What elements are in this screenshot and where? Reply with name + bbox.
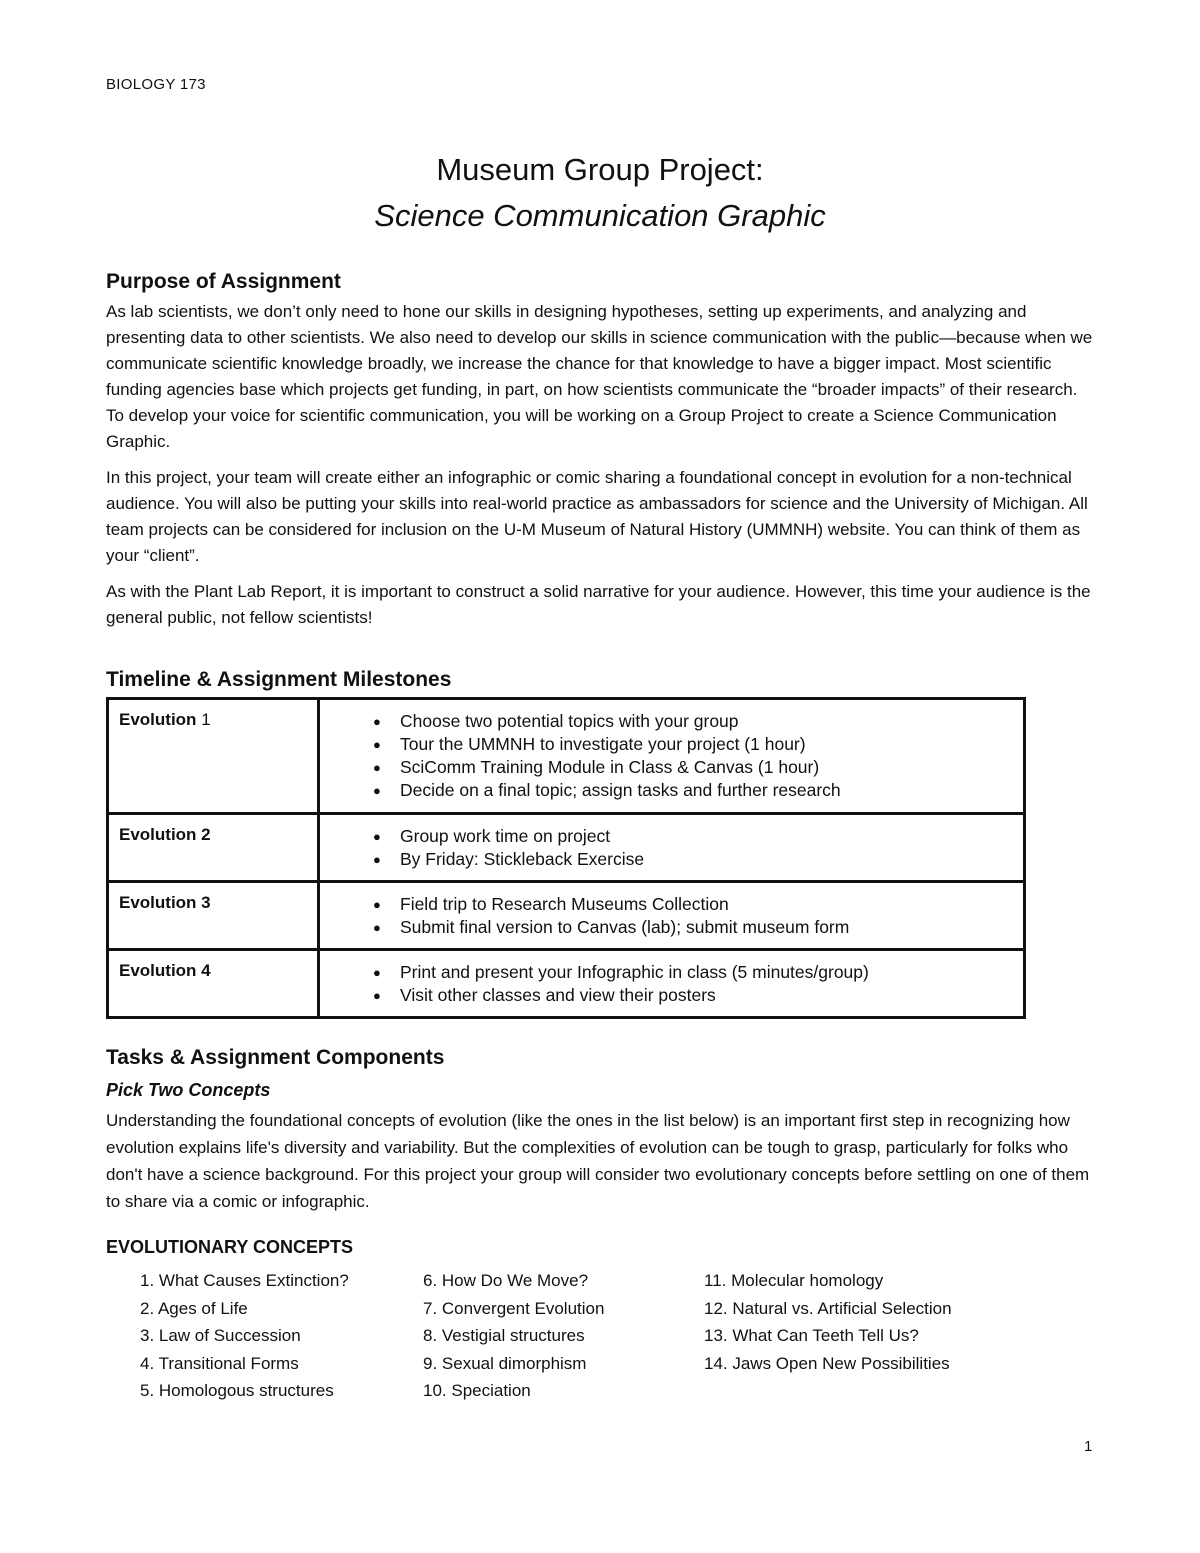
purpose-paragraph: In this project, your team will create either an infographic or comic sharing a foundational concept in evolution for a non-technical audience. You will also be putting your skills into real-world practice as ambassadors for science and the University of Michigan. All team projects can be considered for inclusion on the U-M Museum of Natural History (UMMNH) website. You can think of them as your “client”. xyxy=(106,468,1088,565)
list-item: 12. Natural vs. Artificial Selection xyxy=(704,1298,952,1318)
list-item: 13. What Can Teeth Tell Us? xyxy=(704,1326,919,1345)
list-item: 4. Transitional Forms xyxy=(140,1353,299,1373)
list-item: 14. Jaws Open New Possibilities xyxy=(704,1353,950,1373)
list-item: ● Visit other classes and view their posters xyxy=(400,984,1013,1007)
milestones-table xyxy=(106,697,1026,1019)
list-item: ● SciComm Training Module in Class & Canvas (1 hour) xyxy=(400,756,1013,779)
week-cell: Evolution 3 xyxy=(108,882,319,950)
purpose-section xyxy=(106,299,1094,641)
list-item: 11. Molecular homology xyxy=(704,1271,884,1290)
list-item: ● Print and present your Infographic in class (5 minutes/group) xyxy=(400,961,1013,984)
list-item: ● Tour the UMMNH to investigate your project (1 hour) xyxy=(400,733,1013,756)
list-item: 8. Vestigial structures xyxy=(423,1326,585,1345)
list-item: ● Choose two potential topics with your group xyxy=(400,710,1013,733)
pick-concepts-subheading: Pick Two Concepts xyxy=(106,1080,271,1100)
purpose-paragraph: As lab scientists, we don’t only need to hone our skills in designing hypotheses, setting up experiments, and analyzing and presenting data to other scientists. We also need to develop our skills in science communication with the public—because when we communicate scientific knowledge broadly, we increase the chance for that knowledge to have a bigger impact. Most scientific funding agencies base which projects get funding, in part, on how scientists communicate the “broader impacts” of their research. To develop your voice for scientific communication, you will be working on a Group Project to create a Science Communication Graphic. xyxy=(106,302,1093,451)
page-subtitle: Science Communication Graphic xyxy=(374,198,826,233)
concepts-column xyxy=(423,1267,604,1405)
week-cell: Evolution 4 xyxy=(108,950,319,1018)
list-item: ● Field trip to Research Museums Collection xyxy=(400,893,1013,916)
table-row xyxy=(108,882,1025,950)
list-item: 6. How Do We Move? xyxy=(423,1271,589,1290)
concepts-column xyxy=(140,1267,349,1405)
list-item: 1. What Causes Extinction? xyxy=(140,1271,349,1290)
purpose-heading: Purpose of Assignment xyxy=(106,270,341,293)
week-label: Evolution xyxy=(119,710,197,729)
week-cell xyxy=(108,699,319,814)
concepts-heading: EVOLUTIONARY CONCEPTS xyxy=(106,1237,354,1257)
list-item: 5. Homologous structures xyxy=(140,1381,334,1400)
list-item: 7. Convergent Evolution xyxy=(423,1298,605,1318)
page-title: Museum Group Project: xyxy=(436,152,764,187)
purpose-paragraph: As with the Plant Lab Report, it is important to construct a solid narrative for your audience. However, this time your audience is the general public, not fellow scientists! xyxy=(106,582,1091,627)
list-item: ● By Friday: Stickleback Exercise xyxy=(400,848,1013,871)
course-header: BIOLOGY 173 xyxy=(106,76,206,93)
table-row xyxy=(108,814,1025,882)
tasks-heading: Tasks & Assignment Components xyxy=(106,1046,445,1069)
list-item: ● Decide on a final topic; assign tasks and further research xyxy=(400,779,1013,802)
page-number: 1 xyxy=(1084,1438,1093,1455)
task-cell xyxy=(319,882,1025,950)
list-item: 3. Law of Succession xyxy=(140,1326,301,1345)
list-item: 10. Speciation xyxy=(423,1381,531,1400)
timeline-heading: Timeline & Assignment Milestones xyxy=(106,668,452,691)
list-item: ● Submit final version to Canvas (lab); submit museum form xyxy=(400,916,1013,939)
task-list xyxy=(330,961,1013,1007)
week-number: 1 xyxy=(201,710,211,729)
table-row xyxy=(108,950,1025,1018)
task-list xyxy=(330,710,1013,802)
table-row xyxy=(108,699,1025,814)
week-cell: Evolution 2 xyxy=(108,814,319,882)
task-list xyxy=(330,893,1013,939)
pick-concepts-paragraph: Understanding the foundational concepts of evolution (like the ones in the list below) is an important first step in recognizing how evolution explains life's diversity and variability. But the complexities of evolution can be tough to grasp, particularly for folks who don't have a science background. For this project your group will consider two evolutionary concepts before settling on one of them to share via a comic or infographic. xyxy=(106,1111,1090,1211)
list-item: 9. Sexual dimorphism xyxy=(423,1353,587,1373)
task-cell xyxy=(319,814,1025,882)
task-cell xyxy=(319,950,1025,1018)
list-item: ● Group work time on project xyxy=(400,825,1013,848)
task-cell xyxy=(319,699,1025,814)
concepts-column xyxy=(704,1267,952,1377)
list-item: 2. Ages of Life xyxy=(140,1298,248,1318)
task-list xyxy=(330,825,1013,871)
